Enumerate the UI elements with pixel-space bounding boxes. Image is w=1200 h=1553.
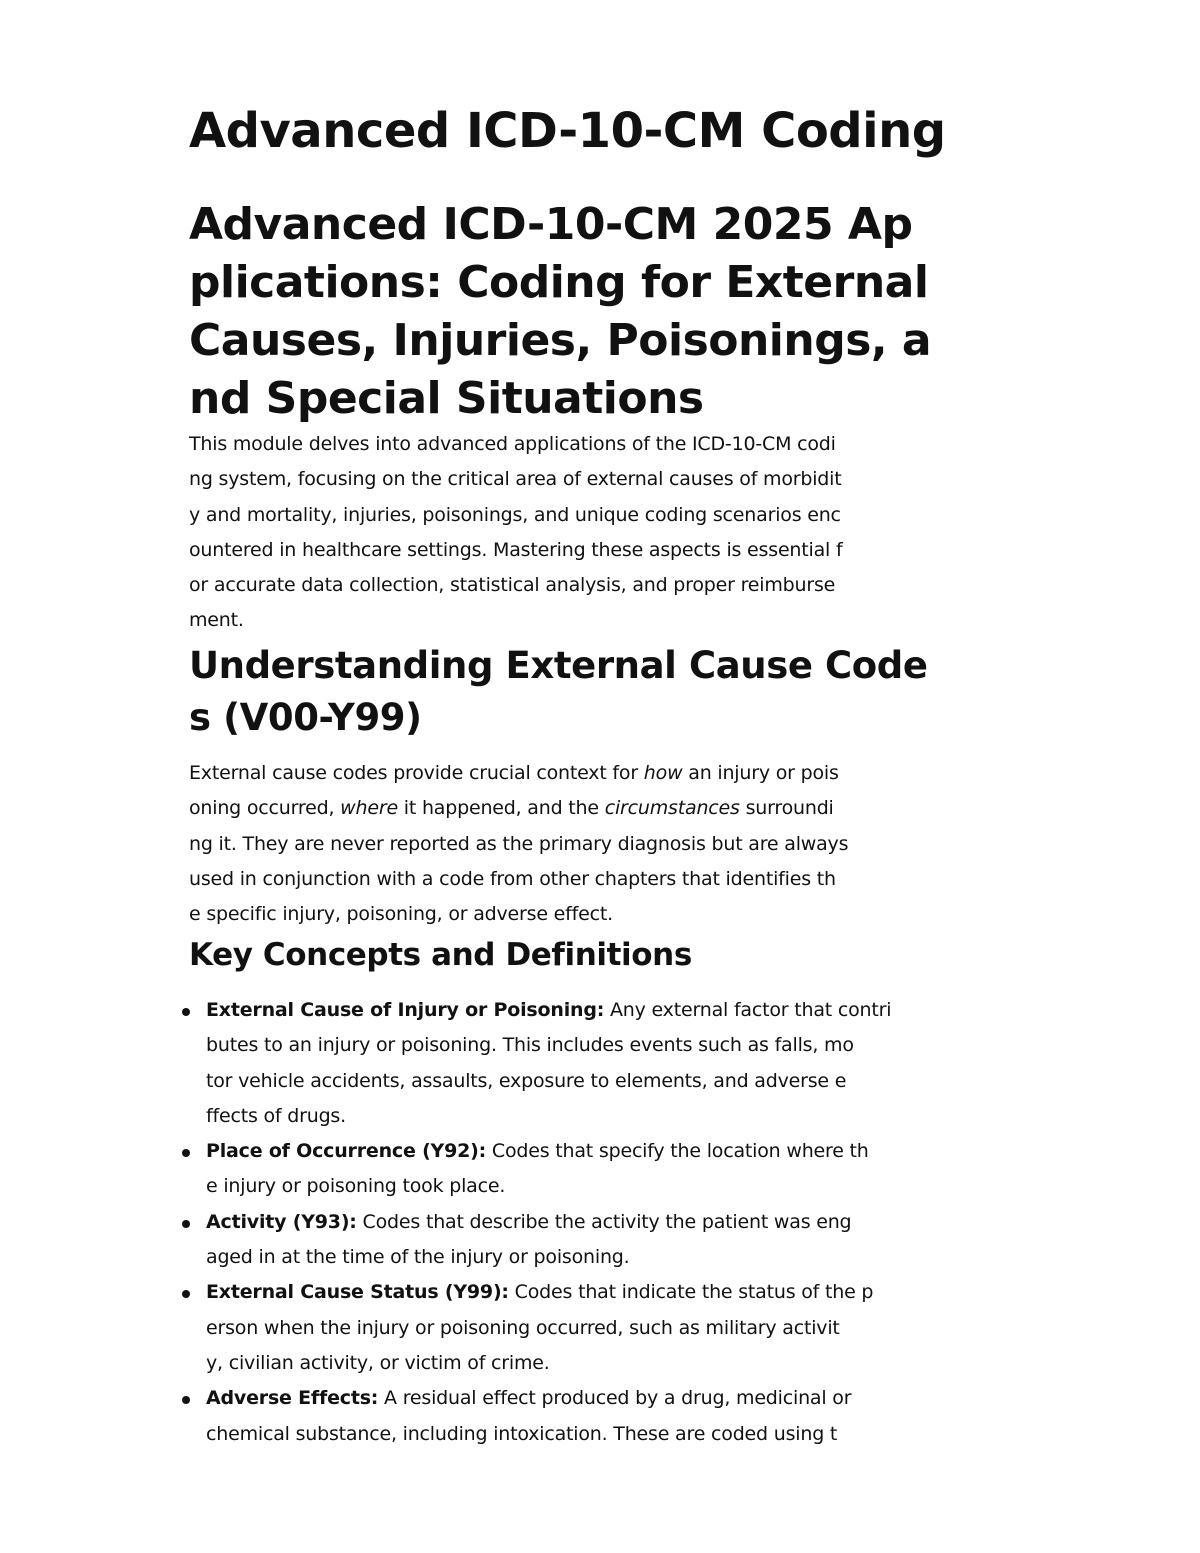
list-item	[189, 1275, 1029, 1381]
bullet-icon	[182, 1290, 190, 1298]
intro-line: y and mortality, injuries, poisonings, and unique coding scenarios enc	[189, 503, 841, 526]
module-title	[189, 196, 1014, 428]
bullet-icon	[182, 1220, 190, 1228]
emphasis-where: where	[340, 797, 398, 820]
paragraph-line: used in conjunction with a code from other chapters that identifies th	[189, 867, 836, 890]
emphasis-circumstances: circumstances	[604, 797, 740, 820]
concept-text: A residual effect produced by a drug, medicinal or	[378, 1387, 852, 1410]
list-item-line: ffects of drugs.	[206, 1104, 346, 1127]
module-title-line: plications: Coding for External	[189, 257, 929, 308]
concept-term: External Cause of Injury or Poisoning:	[206, 999, 605, 1021]
bullet-icon	[182, 1149, 190, 1157]
concept-term: Place of Occurrence (Y92):	[206, 1140, 487, 1163]
text-span: an injury or pois	[682, 762, 839, 784]
paragraph-line: ng it. They are never reported as the primary diagnosis but are always	[189, 832, 849, 855]
key-concepts-list	[189, 993, 1029, 1452]
module-title-line: Causes, Injuries, Poisonings, a	[189, 315, 932, 366]
list-item-line: tor vehicle accidents, assaults, exposure to elements, and adverse e	[206, 1069, 847, 1092]
paragraph-line	[189, 756, 1014, 791]
intro-line: This module delves into advanced applications of the ICD-10-CM codi	[189, 433, 836, 455]
list-item	[189, 1205, 1029, 1276]
intro-line: or accurate data collection, statistical analysis, and proper reimburse	[189, 574, 836, 597]
list-item-line: chemical substance, including intoxication. These are coded using t	[206, 1422, 838, 1445]
document-title: Advanced ICD-10-CM Coding	[189, 103, 946, 159]
subheading-key-concepts: Key Concepts and Definitions	[189, 937, 692, 973]
list-item-line: erson when the injury or poisoning occurred, such as military activit	[206, 1316, 840, 1339]
list-item-line: y, civilian activity, or victim of crime.	[206, 1351, 550, 1374]
text-span: oning occurred,	[189, 797, 341, 820]
paragraph-line: e specific injury, poisoning, or adverse effect.	[189, 903, 613, 926]
list-item-line	[206, 1134, 1029, 1169]
module-title-line: Advanced ICD-10-CM 2025 Ap	[189, 199, 913, 250]
module-title-line: nd Special Situations	[189, 373, 704, 424]
external-cause-paragraph	[189, 756, 1014, 932]
text-span: External cause codes provide crucial context for	[189, 762, 644, 784]
intro-line: ountered in healthcare settings. Mastering these aspects is essential f	[189, 538, 843, 561]
list-item-line: butes to an injury or poisoning. This includes events such as falls, mo	[206, 1034, 854, 1057]
bullet-icon	[182, 1008, 190, 1016]
concept-term: External Cause Status (Y99):	[206, 1281, 509, 1304]
list-item-line	[206, 1275, 1029, 1310]
paragraph-line	[189, 791, 1014, 826]
concept-text: Codes that describe the activity the patient was eng	[356, 1210, 852, 1233]
list-item-line	[206, 1205, 1029, 1240]
concept-term: Adverse Effects:	[206, 1387, 379, 1410]
emphasis-how: how	[643, 762, 683, 784]
intro-line: ng system, focusing on the critical area of external causes of morbidit	[189, 468, 842, 491]
text-span: it happened, and the	[397, 797, 605, 820]
list-item-line	[206, 993, 1029, 1028]
section-heading-external-cause-codes	[189, 640, 1014, 744]
intro-line: ment.	[189, 609, 244, 632]
section-heading-line: Understanding External Cause Code	[189, 644, 928, 687]
concept-text: Codes that indicate the status of the p	[508, 1281, 874, 1304]
bullet-icon	[182, 1396, 190, 1404]
concept-text: Any external factor that contri	[604, 999, 892, 1021]
text-span: surroundi	[739, 797, 834, 820]
concept-term: Activity (Y93):	[206, 1210, 357, 1233]
concept-text: Codes that specify the location where th	[486, 1140, 869, 1163]
list-item	[189, 1381, 1029, 1452]
list-item-line: aged in at the time of the injury or poisoning.	[206, 1246, 630, 1269]
list-item-line	[206, 1381, 1029, 1416]
list-item	[189, 1134, 1029, 1205]
intro-paragraph	[189, 427, 1014, 639]
section-heading-line: s (V00-Y99)	[189, 696, 422, 739]
list-item-line: e injury or poisoning took place.	[206, 1175, 506, 1198]
list-item	[189, 993, 1029, 1134]
